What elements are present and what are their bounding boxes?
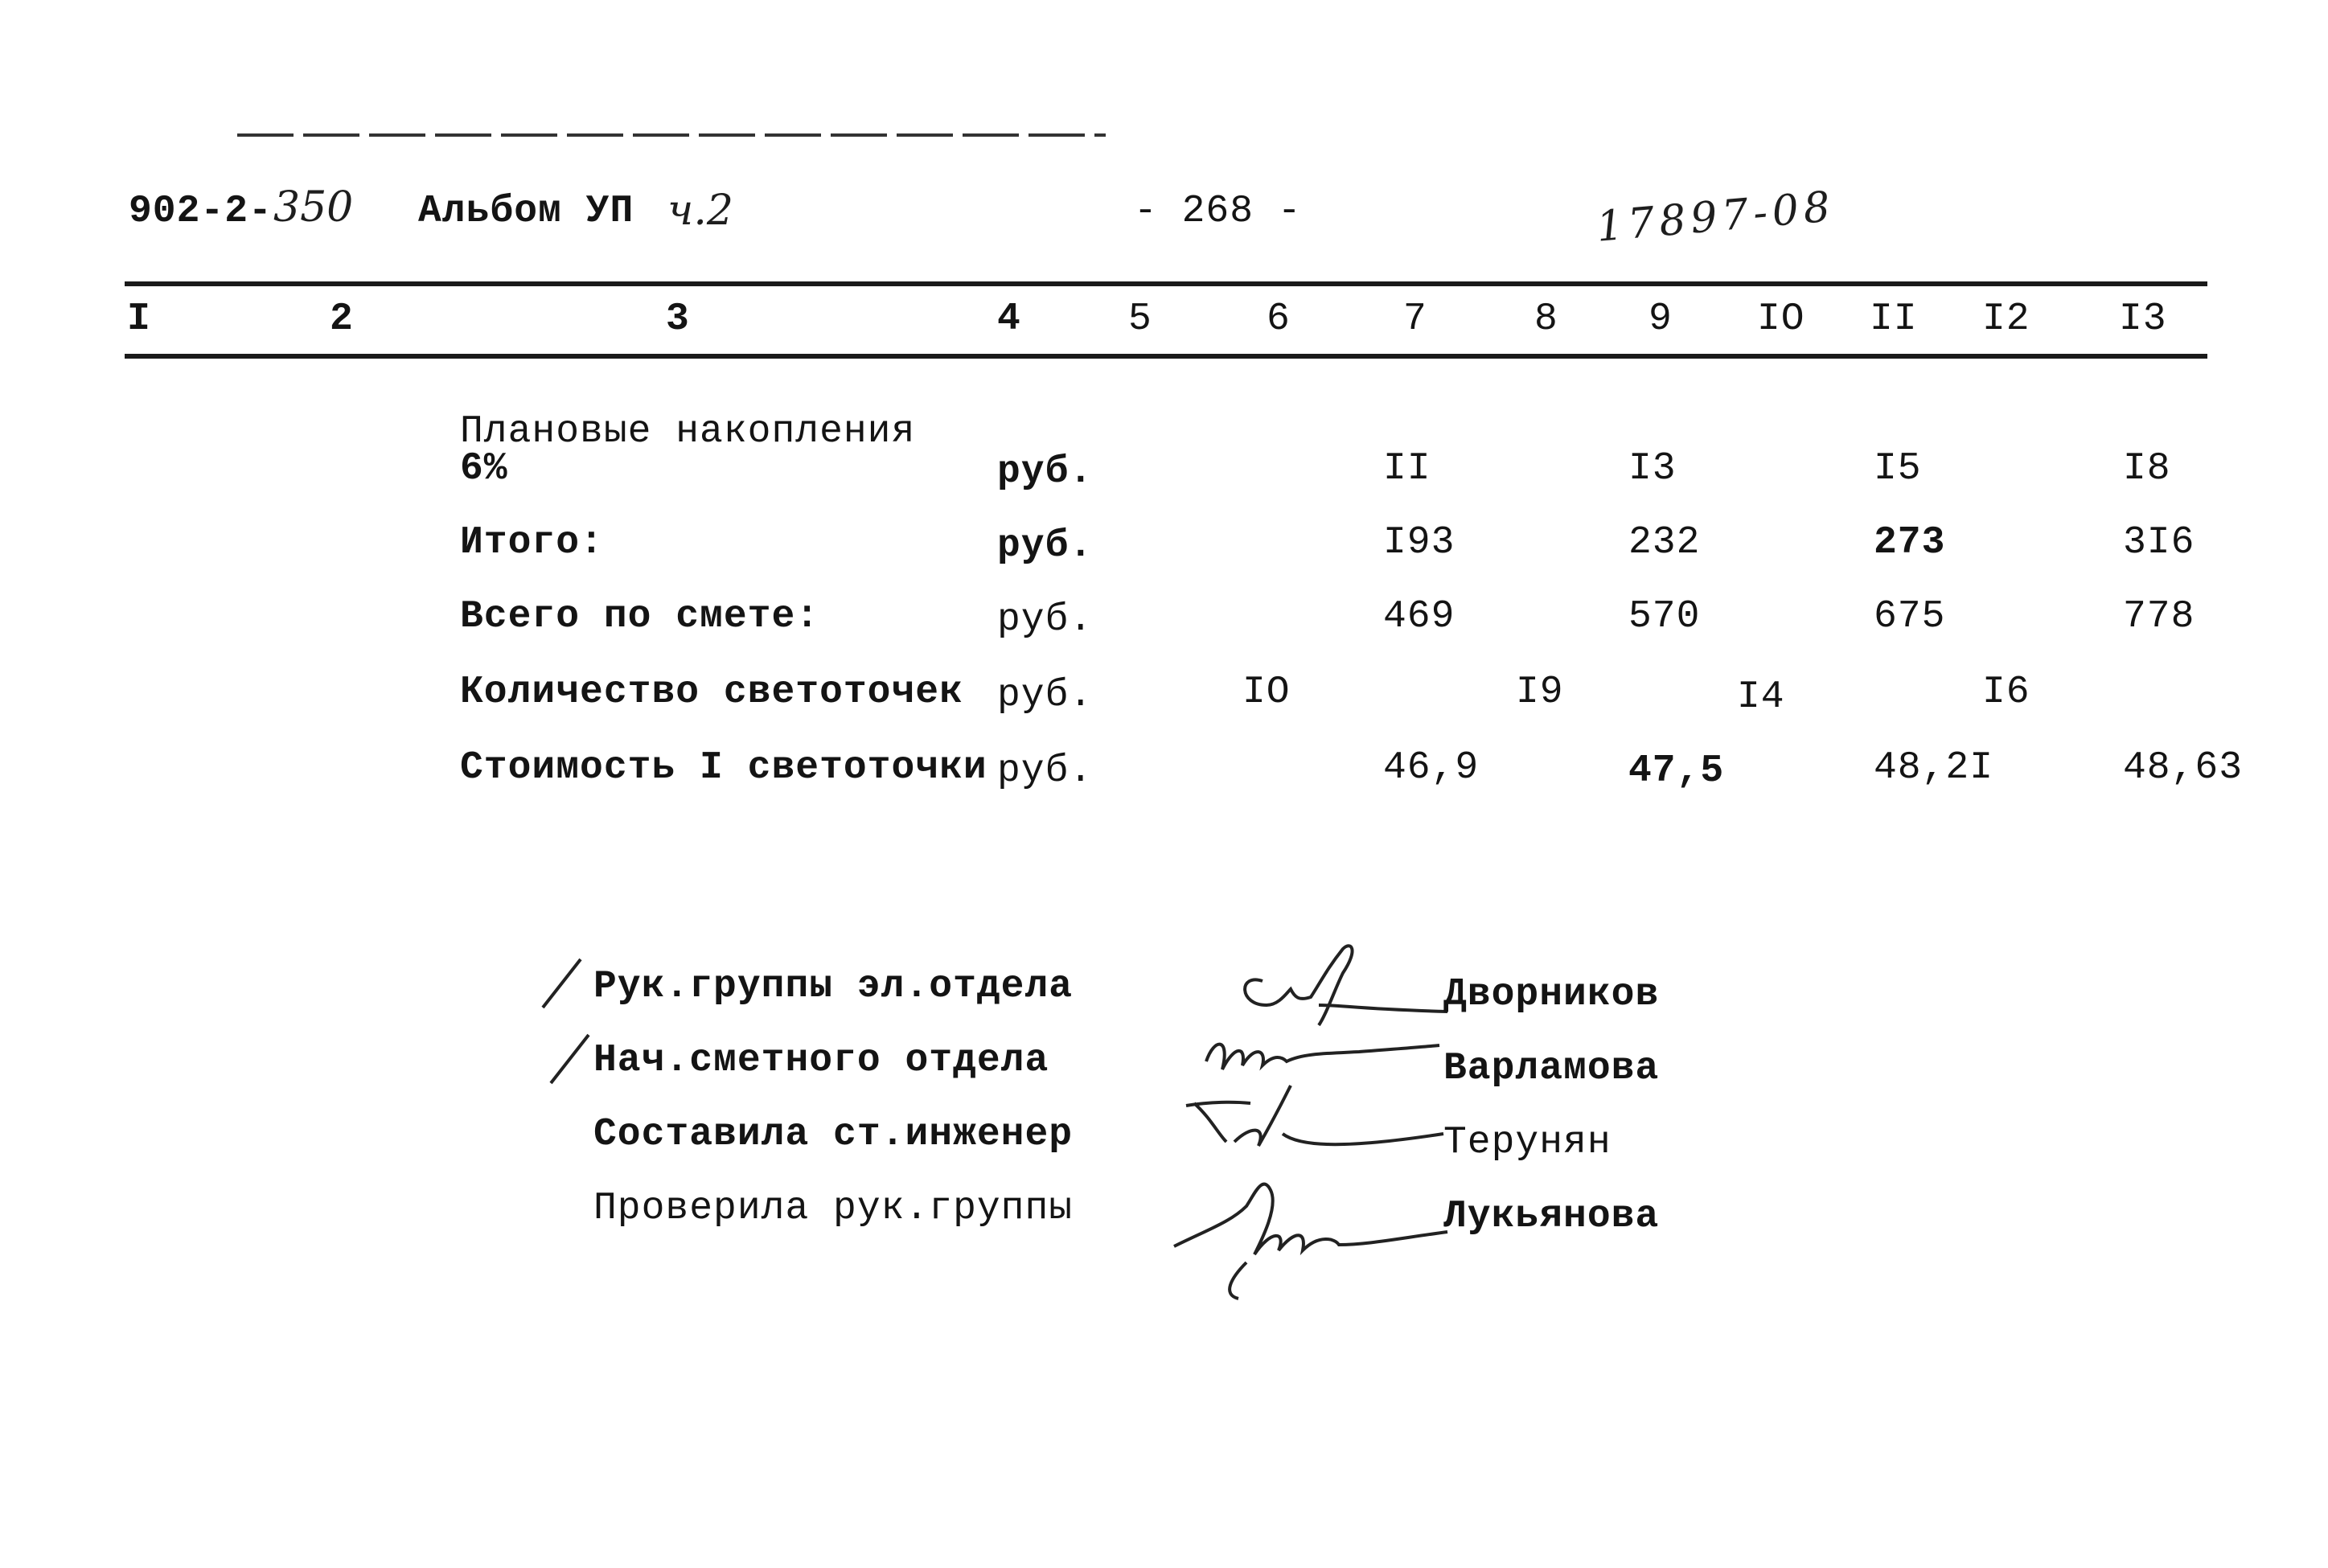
archive-number-handwritten: 17897-08 (1594, 183, 1837, 252)
col-header-6: 6 (1267, 298, 1291, 341)
signature-name: Лукьянова (1443, 1195, 1660, 1238)
cell-col10: I4 (1737, 675, 1785, 719)
col-header-1: I (127, 298, 151, 341)
row-label: Количество светоточек (460, 671, 963, 714)
row-unit: руб. (997, 524, 1094, 568)
col-header-2: 2 (330, 298, 354, 341)
handwritten-signature (1222, 925, 1464, 1029)
album-part-handwritten: ч.2 (667, 187, 733, 235)
cell-col13: 3I6 (2123, 521, 2195, 564)
doc-code-handwritten: 350 (273, 183, 354, 232)
top-dashed-line (237, 133, 1106, 137)
cell-col13: 778 (2123, 595, 2195, 638)
signature-role: Составила ст.инженер (593, 1113, 1074, 1156)
cell-col12: I6 (1982, 671, 2030, 714)
cell-col9: I3 (1628, 447, 1677, 491)
col-header-13: I3 (2119, 298, 2167, 341)
signature-role: Рук.группы эл.отдела (593, 965, 1074, 1008)
table-top-rule (125, 281, 2207, 286)
cell-col7: II (1383, 447, 1431, 491)
cell-col7: I93 (1383, 521, 1456, 564)
handwritten-signature (1166, 1158, 1456, 1303)
signature-name: Дворников (1443, 973, 1660, 1016)
table-header-bottom-rule (125, 354, 2207, 359)
cell-col13: I8 (2123, 447, 2171, 491)
col-header-11: II (1870, 298, 1918, 341)
signature-name: Варламова (1443, 1047, 1660, 1090)
row-unit: руб. (997, 598, 1094, 642)
check-mark-icon (539, 955, 587, 1012)
cell-col8: I9 (1516, 671, 1564, 714)
album-label: Альбом УП (418, 190, 634, 233)
col-header-8: 8 (1534, 298, 1558, 341)
row-unit: руб. (997, 450, 1094, 494)
row-label-percent: 6% (460, 447, 508, 491)
col-header-4: 4 (997, 298, 1021, 341)
cell-col11: 48,2I (1874, 746, 1994, 790)
row-unit: руб. (997, 674, 1094, 717)
row-label: Итого: (460, 521, 604, 564)
cell-col9: 570 (1628, 595, 1701, 638)
cell-col6: IO (1242, 671, 1291, 714)
col-header-12: I2 (1982, 298, 2030, 341)
cell-col11: 273 (1874, 521, 1946, 564)
cell-col7: 46,9 (1383, 746, 1480, 790)
row-label: Стоимость I светоточки (460, 746, 987, 790)
cell-col11: I5 (1874, 447, 1922, 491)
signature-role: Нач.сметного отдела (593, 1039, 1049, 1082)
doc-code: 902-2- (129, 190, 273, 233)
cell-col9: 232 (1628, 521, 1701, 564)
col-header-5: 5 (1128, 298, 1152, 341)
col-header-7: 7 (1403, 298, 1427, 341)
cell-col7: 469 (1383, 595, 1456, 638)
signature-role: Проверила рук.группы (593, 1187, 1074, 1230)
signature-name: Терунян (1443, 1121, 1612, 1164)
row-label: Всего по смете: (460, 595, 820, 638)
cell-col11: 675 (1874, 595, 1946, 638)
check-mark-icon (547, 1031, 595, 1087)
page-number: - 268 - (1134, 190, 1302, 233)
col-header-10: IO (1757, 298, 1805, 341)
row-unit: руб. (997, 749, 1094, 793)
cell-col13: 48,63 (2123, 746, 2244, 790)
col-header-9: 9 (1648, 298, 1673, 341)
row-label: Плановые накопления (460, 410, 916, 454)
cell-col9: 47,5 (1628, 749, 1725, 793)
col-header-3: 3 (666, 298, 690, 341)
